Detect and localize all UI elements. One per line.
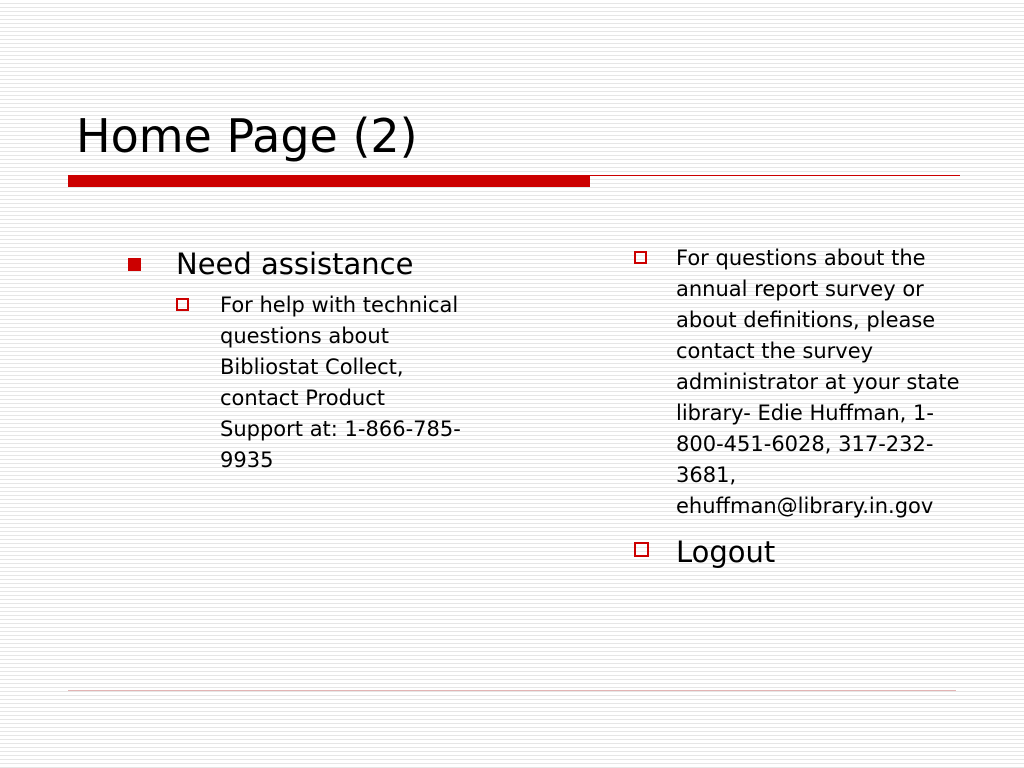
bullet-logout	[634, 532, 964, 572]
filled-square-bullet-icon	[128, 258, 141, 271]
hollow-square-bullet-icon	[634, 251, 647, 264]
left-column	[128, 244, 528, 476]
survey-questions-text: For questions about the annual report survey or about definitions, please contact the survey administrator at your state library- Edie Huffman, 1-800-451-6028, 317-232-3681, ehuffman@library.in.gov	[676, 246, 960, 518]
footer-divider	[68, 690, 956, 691]
need-assistance-text: Need assistance	[176, 247, 414, 281]
right-column	[634, 243, 964, 572]
logout-text: Logout	[676, 535, 776, 569]
slide-title: Home Page (2)	[76, 109, 418, 163]
hollow-square-bullet-icon	[634, 542, 649, 557]
product-support-text: For help with technical questions about Bibliostat Collect, contact Product Support at: 1-866-785-9935	[220, 293, 461, 472]
sub-bullet-product-support	[176, 290, 466, 476]
hollow-square-bullet-icon	[176, 298, 189, 311]
bullet-need-assistance	[128, 244, 528, 284]
bullet-survey-questions	[634, 243, 964, 522]
title-underline-thick	[68, 175, 590, 187]
title-underline-thin	[590, 175, 960, 176]
